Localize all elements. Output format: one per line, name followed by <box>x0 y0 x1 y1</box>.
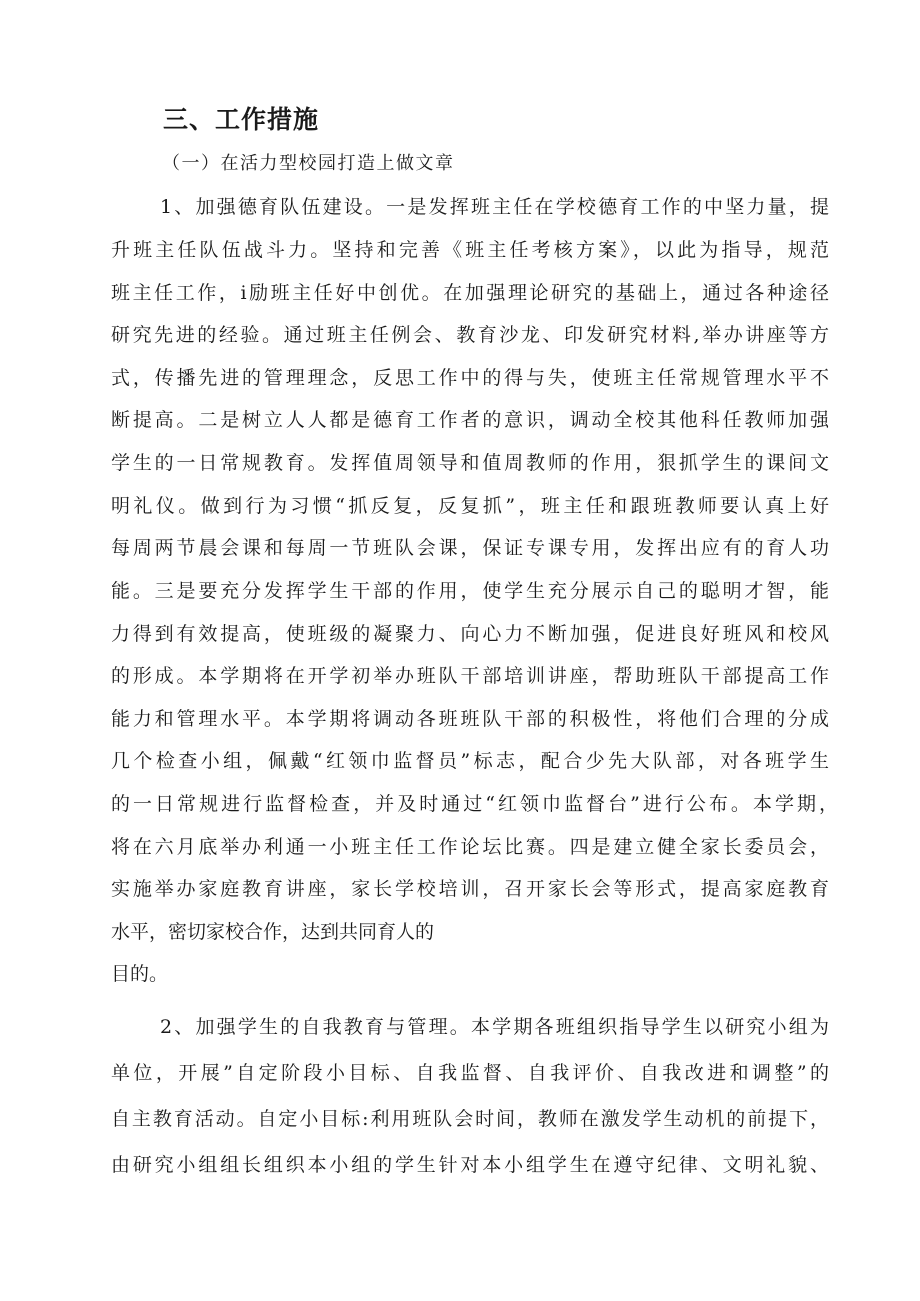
paragraph-line: 目的。 <box>111 963 169 985</box>
paragraph-line: 升班主任队伍战斗力。坚持和完善《班主任考核方案》，以此为指导，规范 <box>111 239 829 261</box>
paragraph-line: 实施举办家庭教育讲座，家长学校培训，召开家长会等形式，提高家庭教育 <box>111 878 829 900</box>
paragraph-line: 几个检查小组，佩戴“红领巾监督员”标志，配合少先大队部，对各班学生 <box>111 750 829 772</box>
paragraph-line: 能力和管理水平。本学期将调动各班班队干部的积极性，将他们合理的分成 <box>111 708 829 730</box>
paragraph-line: 学生的一日常规教育。发挥值周领导和值周教师的作用，狠抓学生的课间文 <box>111 452 829 474</box>
paragraph-line: 由研究小组组长组织本小组的学生针对本小组学生在遵守纪律、文明礼貌、 <box>111 1154 829 1176</box>
paragraph-line: 班主任工作，i励班主任好中创优。在加强理论研究的基础上，通过各种途径 <box>111 282 829 304</box>
paragraph-line: 1、加强德育队伍建设。一是发挥班主任在学校德育工作的中坚力量，提 <box>160 196 829 218</box>
paragraph-line: 每周两节晨会课和每周一节班队会课，保证专课专用，发挥出应有的育人功 <box>111 537 829 559</box>
paragraph-line: 能。三是要充分发挥学生干部的作用，使学生充分展示自己的聪明才智，能 <box>111 580 829 602</box>
paragraph-line: 断提高。二是树立人人都是德育工作者的意识，调动全校其他科任教师加强 <box>111 409 829 431</box>
paragraph-line: 的一日常规进行监督检查，并及时通过“红领巾监督台”进行公布。本学期， <box>111 793 838 815</box>
paragraph-line: 力得到有效提高，使班级的凝聚力、向心力不断加强，促进良好班风和校风 <box>111 623 829 645</box>
paragraph-line: 研究先进的经验。通过班主任例会、教育沙龙、印发研究材料,举办讲座等方 <box>111 324 829 346</box>
paragraph-line: 单位，开展”自定阶段小目标、自我监督、自我评价、自我改进和调整”的 <box>111 1062 829 1084</box>
section-heading: 三、工作措施 <box>163 105 320 134</box>
paragraph-line: 2、加强学生的自我教育与管理。本学期各班组织指导学生以研究小组为 <box>160 1016 829 1038</box>
paragraph-line: 自主教育活动。自定小目标:利用班队会时间，教师在激发学生动机的前提下， <box>111 1108 829 1130</box>
subsection-heading: （一）在活力型校园打造上做文章 <box>162 153 455 174</box>
paragraph-line: 明礼仪。做到行为习惯“抓反复，反复抓”，班主任和跟班教师要认真上好 <box>111 495 829 517</box>
paragraph-line: 将在六月底举办利通一小班主任工作论坛比赛。四是建立健全家长委员会， <box>111 836 829 858</box>
paragraph-line: 式，传播先进的管理理念，反思工作中的得与失，使班主任常规管理水平不 <box>111 367 829 389</box>
paragraph-line: 水平，密切家校合作，达到共同育人的 <box>111 921 435 943</box>
paragraph-line: 的形成。本学期将在开学初举办班队干部培训讲座，帮助班队干部提高工作 <box>111 665 829 687</box>
